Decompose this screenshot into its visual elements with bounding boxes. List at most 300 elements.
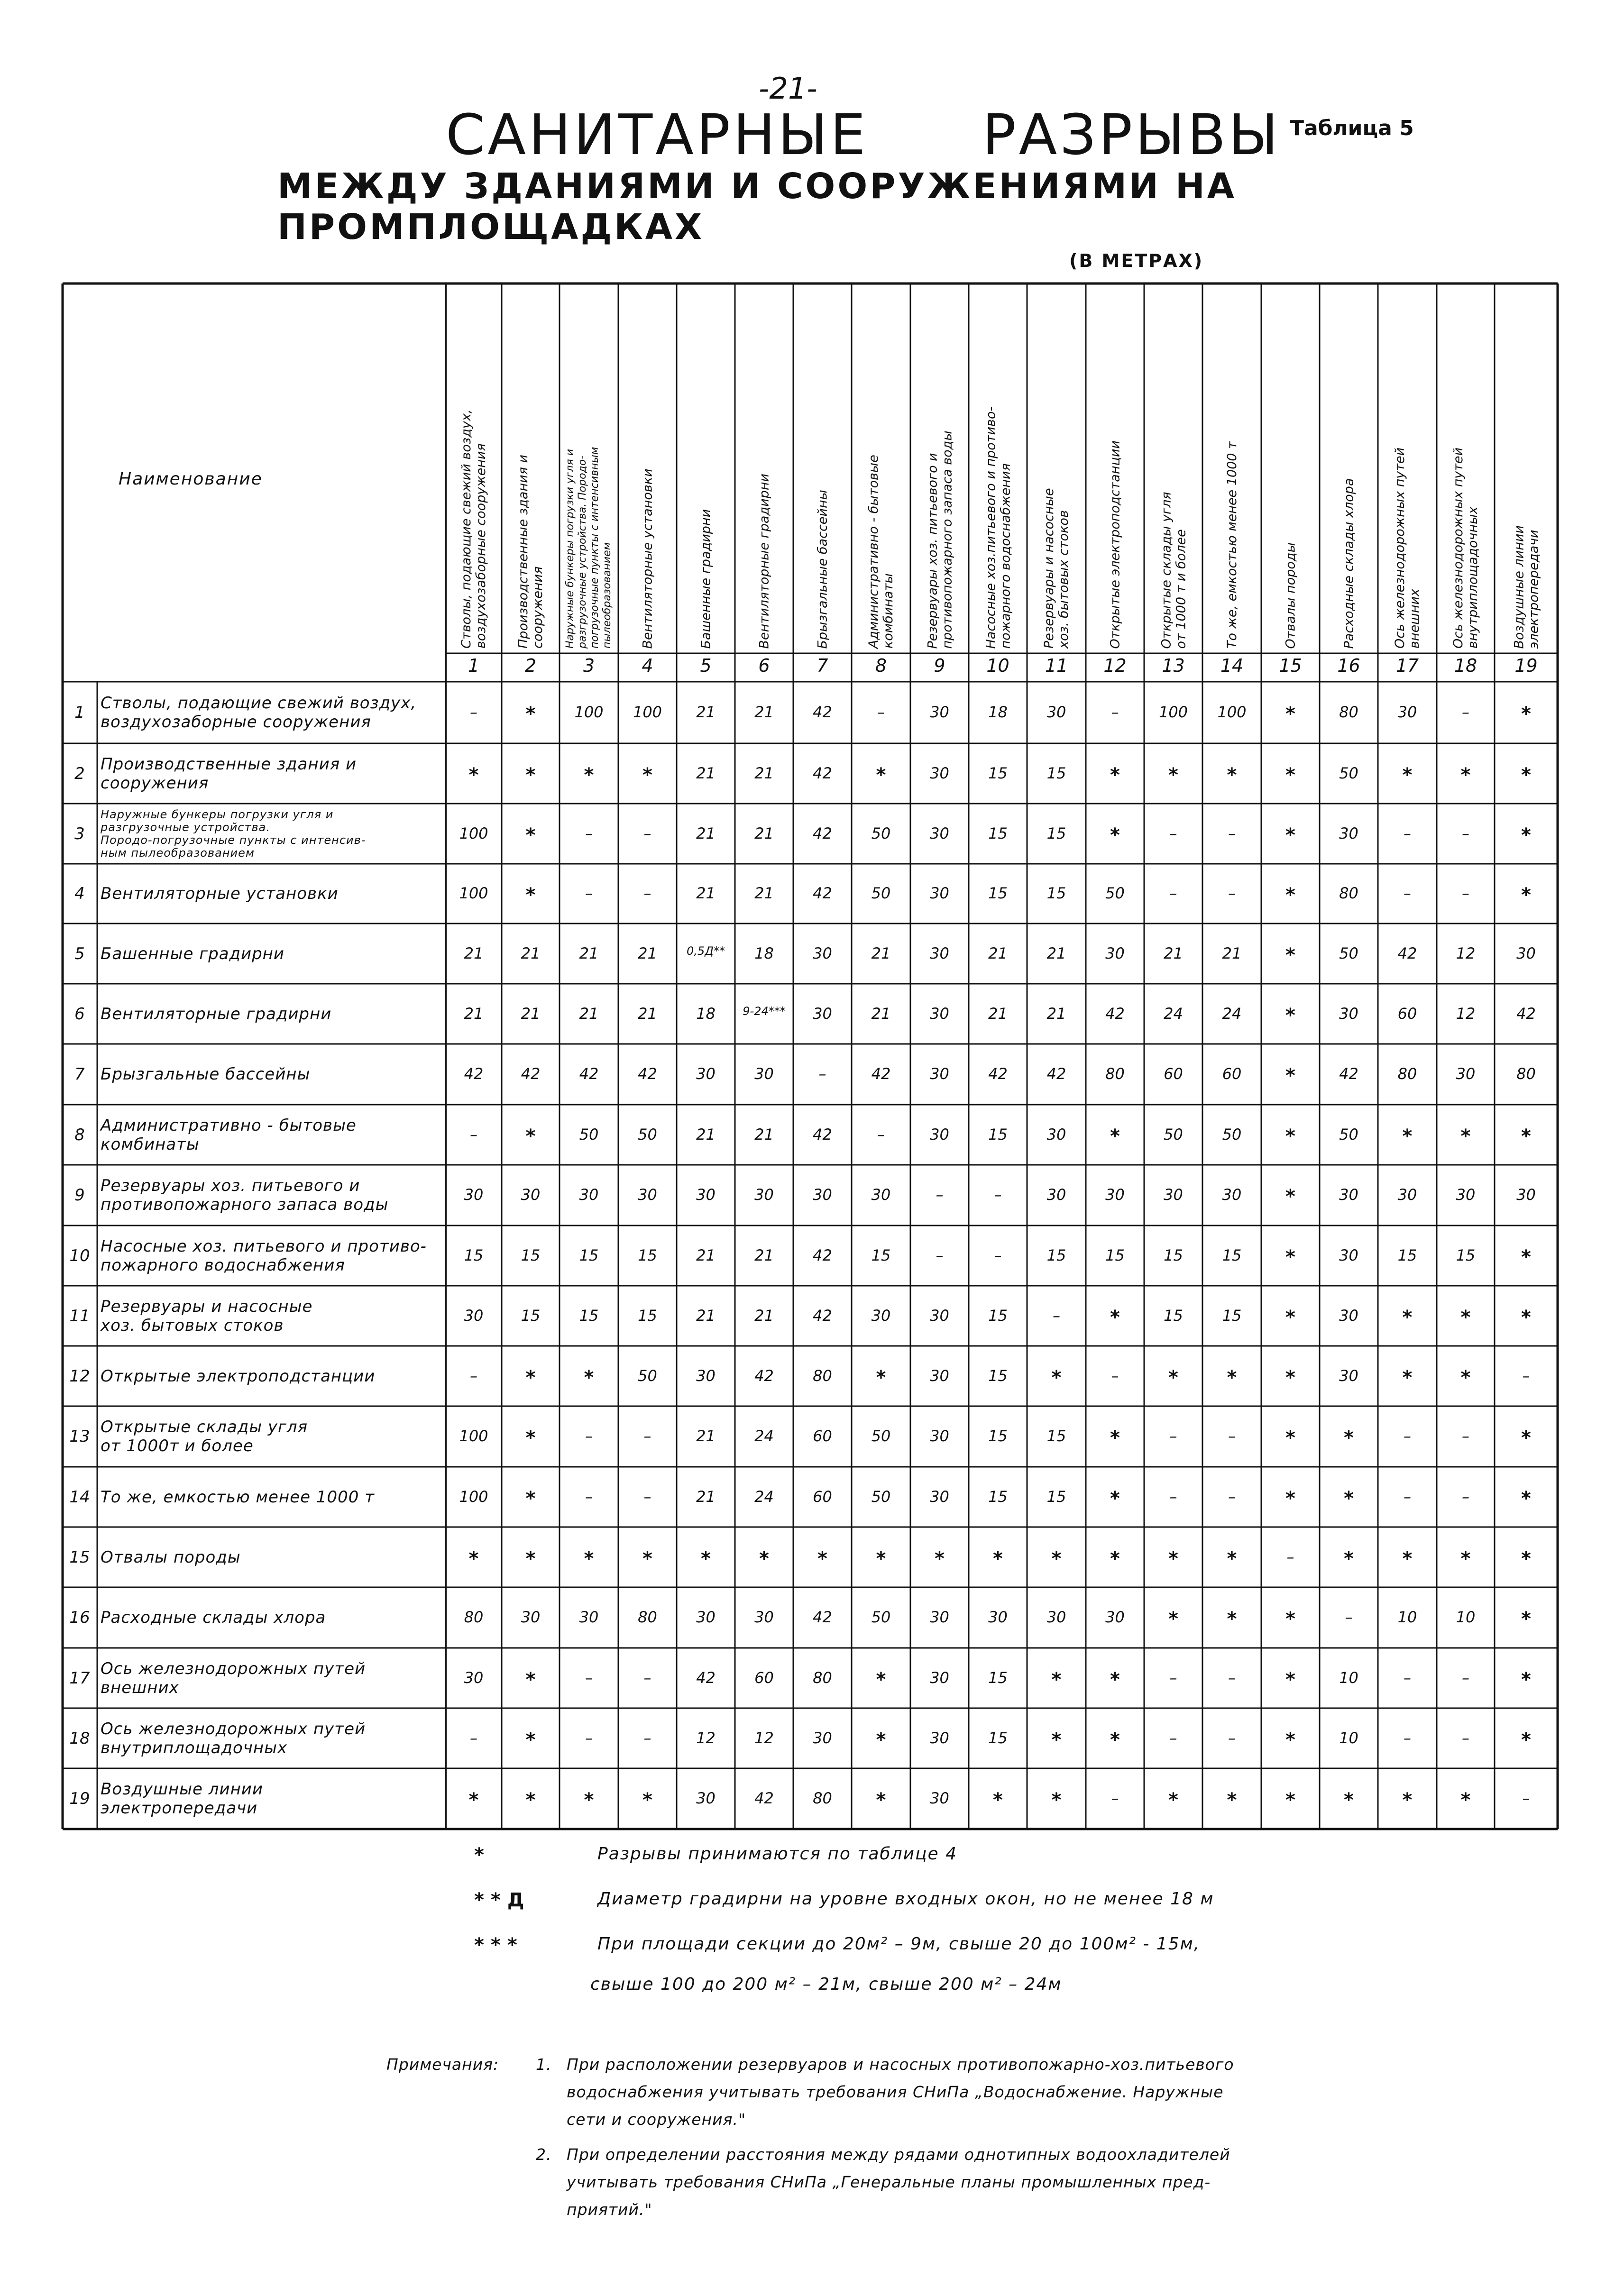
table-cell: –: [1462, 1729, 1469, 1747]
table-cell: *: [1227, 764, 1237, 786]
table-cell: 12: [754, 1729, 774, 1747]
table-cell: 15: [521, 1246, 541, 1264]
table-cell: *: [1051, 1729, 1062, 1751]
column-header-line: сооружения: [531, 566, 545, 649]
table-cell: *: [1227, 1547, 1237, 1570]
table-cell: –: [818, 1065, 826, 1083]
legend-text: Разрывы принимаются по таблице 4: [597, 1844, 958, 1864]
column-number: 8: [875, 655, 887, 676]
column-header: [560, 288, 618, 649]
table-cell: 21: [871, 944, 891, 962]
table-cell: *: [1344, 1427, 1354, 1449]
table-cell: 30: [1339, 1366, 1358, 1385]
table-cell: –: [1228, 1668, 1236, 1687]
column-header: [1027, 288, 1086, 649]
table-cell: *: [1110, 1427, 1120, 1449]
column-header-line: пылеобразованием: [601, 542, 613, 649]
table-cell: 15: [1164, 1306, 1183, 1325]
column-header: [793, 288, 852, 649]
table-cell: 21: [1222, 944, 1242, 962]
table-cell: –: [1404, 1487, 1411, 1506]
table-cell: 60: [754, 1668, 774, 1687]
table-cell: 80: [813, 1668, 832, 1687]
table-cell: *: [1521, 1306, 1531, 1328]
column-number: 11: [1045, 655, 1068, 676]
table-cell: 15: [988, 1668, 1008, 1687]
table-cell: 30: [930, 1608, 949, 1626]
table-cell: *: [525, 1789, 536, 1811]
table-cell: –: [1462, 884, 1469, 902]
name-column-header: Наименование: [119, 469, 263, 489]
row-number: 2: [74, 764, 85, 783]
table-cell: 30: [930, 944, 949, 962]
units-label: (В МЕТРАХ): [1069, 250, 1204, 271]
table-cell: *: [1521, 884, 1531, 906]
table-cell: 100: [633, 703, 662, 721]
row-number: 19: [69, 1789, 90, 1808]
row-name: Административно - бытовые комбинаты: [101, 1116, 357, 1154]
table-cell: 15: [521, 1306, 541, 1325]
table-cell: 50: [871, 1487, 891, 1506]
table-cell: *: [468, 764, 479, 786]
table-cell: *: [1285, 824, 1295, 846]
table-cell: *: [1344, 1789, 1354, 1811]
table-cell: 42: [988, 1065, 1008, 1083]
row-name: Вентиляторные установки: [101, 884, 339, 903]
column-number: 17: [1395, 655, 1419, 676]
column-header-line: разгрузочные устройства. Породо-: [577, 455, 588, 649]
row-number: 14: [69, 1487, 90, 1507]
table-cell: 24: [754, 1427, 774, 1445]
table-cell: *: [1460, 1366, 1471, 1389]
table-cell: 30: [930, 1366, 949, 1385]
table-cell: *: [1521, 1547, 1531, 1570]
table-cell: 10: [1397, 1608, 1417, 1626]
table-cell: 42: [579, 1065, 599, 1083]
table-cell: *: [1521, 1729, 1531, 1751]
table-cell: 30: [1105, 944, 1125, 962]
column-header-line: пожарного водоснабжения: [998, 463, 1013, 649]
row-name: Стволы, подающие свежий воздух, воздухозаборные сооружения: [101, 694, 417, 732]
table-cell: 60: [813, 1487, 832, 1506]
row-name: Открытые электроподстанции: [101, 1366, 376, 1386]
legend-text: свыше 100 до 200 м² – 21м, свыше 200 м² – 24м: [590, 1975, 1062, 1994]
row-number: 9: [74, 1186, 85, 1205]
table-cell: 50: [1339, 944, 1358, 962]
table-cell: –: [877, 1125, 885, 1143]
table-cell: 80: [1397, 1065, 1417, 1083]
table-cell: 18: [754, 944, 774, 962]
table-cell: –: [643, 884, 651, 902]
table-cell: 30: [930, 764, 949, 782]
table-cell: 15: [988, 1427, 1008, 1445]
table-cell: –: [1404, 884, 1411, 902]
row-name: Брызгальные бассейны: [101, 1065, 311, 1084]
table-cell: 42: [813, 764, 832, 782]
table-cell: *: [1521, 1487, 1531, 1509]
table-cell: 30: [464, 1668, 484, 1687]
table-cell: –: [585, 1668, 593, 1687]
table-cell: *: [876, 1366, 886, 1389]
table-cell: *: [1227, 1789, 1237, 1811]
row-name: Производственные здания и сооружения: [101, 754, 357, 793]
table-cell: 30: [988, 1608, 1008, 1626]
table-cell: 15: [1046, 1246, 1066, 1264]
table-cell: 15: [1046, 824, 1066, 842]
table-cell: 42: [754, 1789, 774, 1807]
table-cell: 30: [930, 1065, 949, 1083]
table-cell: 10: [1456, 1608, 1476, 1626]
column-number: 12: [1103, 655, 1127, 676]
table-cell: 0,5Д**: [687, 944, 725, 958]
column-header: [1495, 288, 1558, 649]
table-cell: 42: [813, 884, 832, 902]
table-cell: 30: [1339, 824, 1358, 842]
table-cell: 15: [1397, 1246, 1417, 1264]
table-cell: *: [1168, 1608, 1178, 1630]
table-cell: 42: [1339, 1065, 1358, 1083]
table-cell: *: [1460, 1306, 1471, 1328]
table-cell: 21: [696, 1487, 716, 1506]
table-cell: –: [994, 1186, 1002, 1204]
table-cell: 15: [988, 1487, 1008, 1506]
table-cell: *: [1168, 1547, 1178, 1570]
table-cell: 9-24***: [743, 1004, 786, 1018]
table-cell: –: [1169, 884, 1177, 902]
column-header-line: Отвалы породы: [1283, 542, 1298, 649]
note-line: приятий.": [567, 2200, 652, 2219]
table-cell: 21: [521, 944, 541, 962]
table-cell: *: [1402, 1789, 1413, 1811]
column-number: 7: [817, 655, 828, 676]
column-header: [1202, 288, 1261, 649]
column-header-line: Резервуары хоз. питьевого и: [925, 452, 940, 649]
table-cell: 100: [1217, 703, 1247, 721]
table-cell: *: [525, 703, 536, 725]
note-line: При определении расстояния между рядами однотипных водоохладителей: [567, 2145, 1230, 2164]
table-cell: *: [1521, 703, 1531, 725]
table-cell: 10: [1339, 1668, 1358, 1687]
table-cell: –: [470, 1729, 477, 1747]
table-cell: *: [993, 1547, 1003, 1570]
table-cell: *: [1110, 824, 1120, 846]
table-cell: 42: [1397, 944, 1417, 962]
table-cell: *: [1110, 1306, 1120, 1328]
table-cell: 50: [579, 1125, 599, 1143]
table-cell: *: [1285, 1004, 1295, 1026]
table-cell: –: [1169, 824, 1177, 842]
table-cell: *: [1285, 884, 1295, 906]
table-cell: 42: [1516, 1004, 1536, 1023]
table-cell: *: [1168, 764, 1178, 786]
legend-text: При площади секции до 20м² – 9м, свыше 20 до 100м² - 15м,: [597, 1934, 1201, 1954]
table-cell: 50: [871, 884, 891, 902]
column-header-line: воздухозаборные сооружения: [474, 443, 488, 649]
row-name: Расходные склады хлора: [101, 1608, 326, 1627]
table-cell: 60: [1164, 1065, 1183, 1083]
column-header: [969, 288, 1027, 649]
table-cell: 42: [521, 1065, 541, 1083]
table-cell: 15: [1046, 1427, 1066, 1445]
table-cell: *: [876, 1789, 886, 1811]
column-header-line: электропередачи: [1526, 529, 1541, 649]
table-cell: 21: [754, 703, 774, 721]
table-cell: 80: [813, 1789, 832, 1807]
table-cell: –: [1228, 1487, 1236, 1506]
note-number: 2.: [536, 2145, 552, 2164]
table-cell: –: [585, 884, 593, 902]
column-number: 1: [468, 655, 480, 676]
column-header-line: Насосные хоз.питьевого и противо-: [983, 406, 998, 649]
note-line: При расположении резервуаров и насосных противопожарно-хоз.питьевого: [567, 2055, 1234, 2074]
table-cell: *: [1168, 1789, 1178, 1811]
column-header-line: Вентиляторные градирни: [757, 473, 771, 649]
table-cell: 21: [696, 1246, 716, 1264]
table-cell: 21: [754, 884, 774, 902]
table-cell: *: [1460, 1125, 1471, 1147]
table-cell: –: [1111, 1366, 1119, 1385]
table-cell: 42: [1046, 1065, 1066, 1083]
table-cell: 21: [696, 764, 716, 782]
column-header-line: Башенные градирни: [698, 509, 713, 649]
row-number: 10: [69, 1246, 90, 1265]
table-cell: 30: [1397, 703, 1417, 721]
row-name: Ось железнодорожных путей внешних: [101, 1659, 366, 1697]
table-cell: *: [584, 1366, 594, 1389]
column-header: [618, 288, 677, 649]
table-cell: 30: [930, 703, 949, 721]
table-cell: 30: [813, 944, 832, 962]
table-cell: 80: [638, 1608, 657, 1626]
table-cell: *: [525, 1427, 536, 1449]
row-name: Башенные градирни: [101, 944, 285, 963]
table-cell: 30: [754, 1608, 774, 1626]
table-cell: 12: [1456, 944, 1476, 962]
table-cell: *: [1110, 1729, 1120, 1751]
table-cell: 80: [1516, 1065, 1536, 1083]
notes-label: Примечания:: [386, 2055, 499, 2074]
table-cell: 30: [930, 1487, 949, 1506]
table-cell: –: [585, 1487, 593, 1506]
table-cell: *: [584, 1547, 594, 1570]
table-cell: 18: [696, 1004, 716, 1023]
row-number: 5: [74, 944, 85, 963]
table-cell: 21: [696, 1427, 716, 1445]
table-cell: 30: [1456, 1186, 1476, 1204]
table-cell: *: [701, 1547, 711, 1570]
table-cell: *: [1051, 1366, 1062, 1389]
column-header-line: Производственные здания и: [516, 454, 531, 649]
table-cell: *: [525, 1729, 536, 1751]
table-cell: *: [1285, 1789, 1295, 1811]
column-header-line: Открытые склады угля: [1158, 491, 1174, 649]
table-cell: –: [1228, 824, 1236, 842]
table-cell: *: [1051, 1547, 1062, 1570]
table-cell: *: [1285, 1186, 1295, 1207]
table-cell: *: [1521, 764, 1531, 786]
table-cell: 21: [638, 1004, 657, 1023]
table-cell: 100: [459, 1427, 488, 1445]
row-name: Отвалы породы: [101, 1547, 241, 1567]
table-cell: 30: [754, 1186, 774, 1204]
table-cell: 42: [813, 1125, 832, 1143]
column-number: 14: [1220, 655, 1244, 676]
table-cell: 30: [579, 1186, 599, 1204]
table-cell: 15: [1046, 1487, 1066, 1506]
table-cell: *: [1285, 1306, 1295, 1328]
note-number: 1.: [536, 2055, 552, 2074]
table-cell: –: [1345, 1608, 1353, 1626]
table-cell: *: [525, 1487, 536, 1509]
table-cell: 80: [464, 1608, 484, 1626]
table-cell: 15: [638, 1306, 657, 1325]
table-cell: *: [1051, 1668, 1062, 1691]
column-number: 4: [642, 655, 653, 676]
table-cell: *: [1110, 1547, 1120, 1570]
table-cell: 100: [459, 824, 488, 842]
table-cell: *: [525, 1668, 536, 1691]
table-cell: 15: [1046, 884, 1066, 902]
table-cell: 80: [1339, 884, 1358, 902]
table-cell: 30: [696, 1186, 716, 1204]
table-cell: 50: [1339, 764, 1358, 782]
table-cell: 15: [1105, 1246, 1125, 1264]
table-cell: 50: [638, 1125, 657, 1143]
table-cell: *: [1344, 1487, 1354, 1509]
column-number: 2: [524, 655, 537, 676]
legend-symbol: ***: [474, 1934, 524, 1956]
column-number: 9: [934, 655, 945, 676]
column-number: 15: [1279, 655, 1302, 676]
table-cell: –: [1462, 1668, 1469, 1687]
table-cell: 15: [464, 1246, 484, 1264]
column-number: 6: [758, 655, 770, 676]
column-header: [852, 288, 910, 649]
table-cell: *: [993, 1789, 1003, 1811]
table-cell: *: [1285, 944, 1295, 966]
table-cell: 100: [459, 884, 488, 902]
table-cell: *: [1285, 1065, 1295, 1087]
row-number: 8: [74, 1125, 85, 1144]
table-cell: *: [876, 764, 886, 786]
table-cell: *: [1402, 1306, 1413, 1328]
table-cell: 15: [1046, 764, 1066, 782]
table-cell: *: [817, 1547, 827, 1570]
table-cell: 30: [579, 1608, 599, 1626]
row-name: Ось железнодорожных путей внутриплощадочных: [101, 1719, 366, 1757]
row-number: 3: [74, 824, 85, 843]
column-header: [1086, 288, 1144, 649]
table-cell: *: [876, 1547, 886, 1570]
table-cell: –: [1169, 1668, 1177, 1687]
table-cell: –: [643, 1487, 651, 1506]
table-cell: 30: [1222, 1186, 1242, 1204]
table-cell: –: [1462, 1427, 1469, 1445]
column-header-line: Расходные склады хлора: [1341, 478, 1356, 649]
table-cell: 30: [1105, 1186, 1125, 1204]
table-cell: *: [1521, 1246, 1531, 1268]
row-name: Открытые склады угля от 1000т и более: [101, 1418, 308, 1455]
table-cell: 30: [930, 1004, 949, 1023]
table-cell: 15: [988, 764, 1008, 782]
table-cell: *: [642, 1547, 652, 1570]
page-subtitle: МЕЖДУ ЗДАНИЯМИ И СООРУЖЕНИЯМИ НА ПРОМПЛОЩАДКАХ: [277, 166, 1237, 247]
table-cell: 12: [1456, 1004, 1476, 1023]
column-number: 10: [986, 655, 1009, 676]
column-header-line: хоз. бытовых стоков: [1056, 510, 1071, 649]
column-header-line: Вентиляторные установки: [640, 468, 655, 649]
column-header-line: Воздушные линии: [1511, 525, 1526, 649]
table-cell: 30: [696, 1608, 716, 1626]
table-cell: *: [525, 884, 536, 906]
title-word-2: РАЗРЫВЫ: [982, 102, 1281, 167]
row-number: 13: [69, 1427, 90, 1446]
column-number: 16: [1337, 655, 1360, 676]
note-line: сети и сооружения.": [567, 2110, 746, 2129]
column-header-line: погрузочные пункты с интенсивным: [589, 447, 601, 649]
table-cell: 42: [1105, 1004, 1125, 1023]
table-cell: 30: [1397, 1186, 1417, 1204]
row-number: 18: [69, 1729, 90, 1748]
row-number: 6: [74, 1004, 85, 1024]
column-header: [677, 288, 735, 649]
column-header-line: Наружные бункеры погрузки угля и: [564, 448, 576, 649]
table-cell: 30: [521, 1608, 541, 1626]
table-cell: –: [1462, 703, 1469, 721]
row-name: Наружные бункеры погрузки угля и разгрузочные устройства. Породо-погрузочные пункты с интенсив- ным пылеобразованием: [101, 807, 366, 860]
row-number: 15: [69, 1547, 90, 1567]
table-cell: 50: [1339, 1125, 1358, 1143]
table-cell: 30: [1516, 944, 1536, 962]
table-cell: 10: [1339, 1729, 1358, 1747]
table-cell: 24: [754, 1487, 774, 1506]
table-cell: –: [643, 1427, 651, 1445]
table-cell: 21: [579, 944, 599, 962]
table-cell: 42: [813, 824, 832, 842]
table-cell: 30: [930, 824, 949, 842]
table-cell: –: [1462, 1487, 1469, 1506]
table-cell: *: [1168, 1366, 1178, 1389]
table-cell: 15: [988, 1366, 1008, 1385]
note-line: водоснабжения учитывать требования СНиПа „Водоснабжение. Наружные: [567, 2083, 1224, 2101]
table-cell: 30: [1046, 1125, 1066, 1143]
column-header: [1261, 288, 1320, 649]
table-cell: *: [1402, 1547, 1413, 1570]
table-cell: –: [1169, 1729, 1177, 1747]
table-cell: *: [876, 1668, 886, 1691]
table-cell: 15: [1222, 1246, 1242, 1264]
table-cell: 100: [459, 1487, 488, 1506]
table-cell: 30: [813, 1004, 832, 1023]
table-cell: 30: [813, 1186, 832, 1204]
table-cell: –: [1522, 1789, 1530, 1807]
table-cell: 21: [464, 1004, 484, 1023]
column-header-line: Ось железнодорожных путей: [1451, 447, 1466, 649]
table-cell: –: [643, 1729, 651, 1747]
table-cell: 30: [930, 1427, 949, 1445]
table-cell: *: [1521, 824, 1531, 846]
table-cell: *: [468, 1547, 479, 1570]
table-cell: 50: [1222, 1125, 1242, 1143]
table-cell: 30: [1046, 703, 1066, 721]
table-cell: *: [525, 1125, 536, 1147]
table-cell: 21: [521, 1004, 541, 1023]
row-name: То же, емкостью менее 1000 т: [101, 1487, 375, 1507]
column-header-line: Резервуары и насосные: [1042, 488, 1056, 649]
table-cell: *: [1344, 1547, 1354, 1570]
table-cell: *: [1460, 764, 1471, 786]
table-cell: –: [1228, 1729, 1236, 1747]
